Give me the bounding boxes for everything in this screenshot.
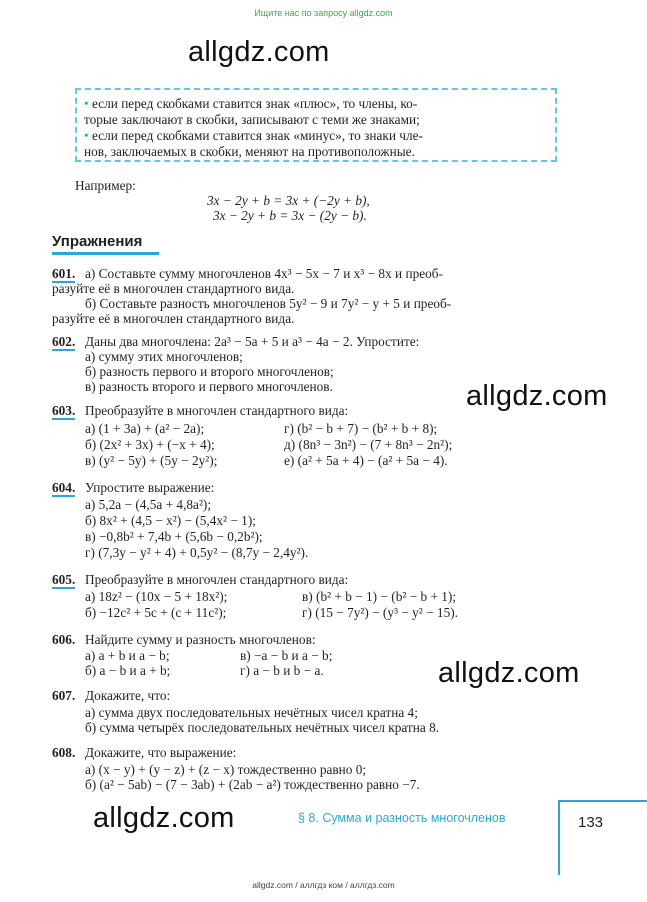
exercise-item: а) сумма двух последовательных нечётных чисел кратна 4; <box>85 705 418 720</box>
example-formula: 3x − 2y + b = 3x + (−2y + b), <box>207 193 370 208</box>
exercise-intro: Найдите сумму и разность многочленов: <box>85 632 316 647</box>
exercise-intro: Преобразуйте в многочлен стандартного вида: <box>85 403 349 418</box>
exercise-item: е) (a² + 5a + 4) − (a² + 5a − 4). <box>284 453 448 468</box>
exercise-intro: Преобразуйте в многочлен стандартного вида: <box>85 572 349 587</box>
page-number: 133 <box>578 814 604 831</box>
exercise-item: б) (a² − 5ab) − (7 − 3ab) + (2ab − a²) тождественно равно −7. <box>85 777 420 792</box>
exercise-item: в) −a − b и a − b; <box>240 648 333 663</box>
exercise-line: Даны два многочлена: 2a³ − 5a + 5 и a³ − 4a − 2. Упростите: <box>85 334 420 349</box>
exercise-item: б) (2x² + 3x) + (−x + 4); <box>85 437 215 452</box>
exercise-number: 607. <box>52 688 76 703</box>
exercise-item: а) (1 + 3a) + (a² − 2a); <box>85 421 205 436</box>
exercise-item: б) a − b и a + b; <box>85 663 171 678</box>
top-banner: Ищите нас по запросу allgdz.com <box>254 8 393 18</box>
watermark: allgdz.com <box>466 380 608 412</box>
exercise-number: 604. <box>52 480 76 495</box>
footer-divider <box>558 800 560 875</box>
example-formula: 3x − 2y + b = 3x − (2y − b). <box>213 208 367 223</box>
watermark: allgdz.com <box>93 802 235 834</box>
exercise-item: г) (b² − b + 7) − (b² + b + 8); <box>284 421 438 436</box>
footer-divider <box>558 800 647 802</box>
exercise-item: в) (b² + b − 1) − (b² − b + 1); <box>302 589 457 604</box>
exercise-line: в) разность второго и первого многочленов. <box>85 379 333 394</box>
exercise-line: а) Составьте сумму многочленов 4x³ − 5x − 7 и x³ − 8x и преоб- <box>85 266 443 281</box>
exercise-number: 608. <box>52 745 76 760</box>
exercise-line: а) сумму этих многочленов; <box>85 349 243 364</box>
exercise-intro: Докажите, что: <box>85 688 171 703</box>
example-intro: Например: <box>75 178 136 193</box>
exercise-item: б) сумма четырёх последовательных нечётных чисел кратна 8. <box>85 720 440 735</box>
rule-line: торые заключают в скобки, записывают с теми же знаками; <box>84 112 420 127</box>
exercise-line: разуйте её в многочлен стандартного вида. <box>52 311 295 326</box>
exercise-item: а) a + b и a − b; <box>85 648 170 663</box>
exercise-number: 603. <box>52 403 76 418</box>
exercise-item: г) (7,3y − y² + 4) + 0,5y² − (8,7y − 2,4y²). <box>85 545 309 560</box>
rule-line: нов, заключаемых в скобки, меняют на противоположные. <box>84 144 415 159</box>
exercise-number: 602. <box>52 334 76 349</box>
exercise-number: 606. <box>52 632 76 647</box>
exercise-item: а) 18z² − (10x − 5 + 18x²); <box>85 589 228 604</box>
watermark: allgdz.com <box>438 657 580 689</box>
exercise-number: 601. <box>52 266 76 281</box>
exercise-number: 605. <box>52 572 76 587</box>
watermark: allgdz.com <box>188 36 330 68</box>
exercise-item: а) (x − y) + (y − z) + (z − x) тождественно равно 0; <box>85 762 367 777</box>
exercise-line: б) Составьте разность многочленов 5y² − 9 и 7y² − y + 5 и преоб- <box>85 296 452 311</box>
exercise-item: г) a − b и b − a. <box>240 663 324 678</box>
exercise-item: в) (y² − 5y) + (5y − 2y²); <box>85 453 218 468</box>
exercise-item: б) 8x² + (4,5 − x²) − (5,4x² − 1); <box>85 513 256 528</box>
exercise-intro: Упростите выражение: <box>85 480 215 495</box>
exercise-item: в) −0,8b² + 7,4b + (5,6b − 0,2b²); <box>85 529 263 544</box>
exercise-item: б) −12c² + 5c + (c + 11c²); <box>85 605 227 620</box>
exercise-intro: Докажите, что выражение: <box>85 745 237 760</box>
exercise-item: а) 5,2a − (4,5a + 4,8a²); <box>85 497 212 512</box>
heading-underline <box>52 252 159 255</box>
bottom-banner: allgdz.com / аллгдз ком / аллгдз.com <box>252 880 395 890</box>
exercise-item: д) (8n³ − 3n²) − (7 + 8n³ − 2n²); <box>284 437 453 452</box>
rule-line: • если перед скобками ставится знак «минус», то знаки чле- <box>84 128 423 143</box>
exercise-line: б) разность первого и второго многочленов; <box>85 364 334 379</box>
section-heading: Упражнения <box>52 233 143 250</box>
section-footer: § 8. Сумма и разность многочленов <box>298 811 506 825</box>
exercise-item: г) (15 − 7y²) − (y³ − y² − 15). <box>302 605 458 620</box>
exercise-line: разуйте её в многочлен стандартного вида. <box>52 281 295 296</box>
rule-line: • если перед скобками ставится знак «плюс», то члены, ко- <box>84 96 418 111</box>
